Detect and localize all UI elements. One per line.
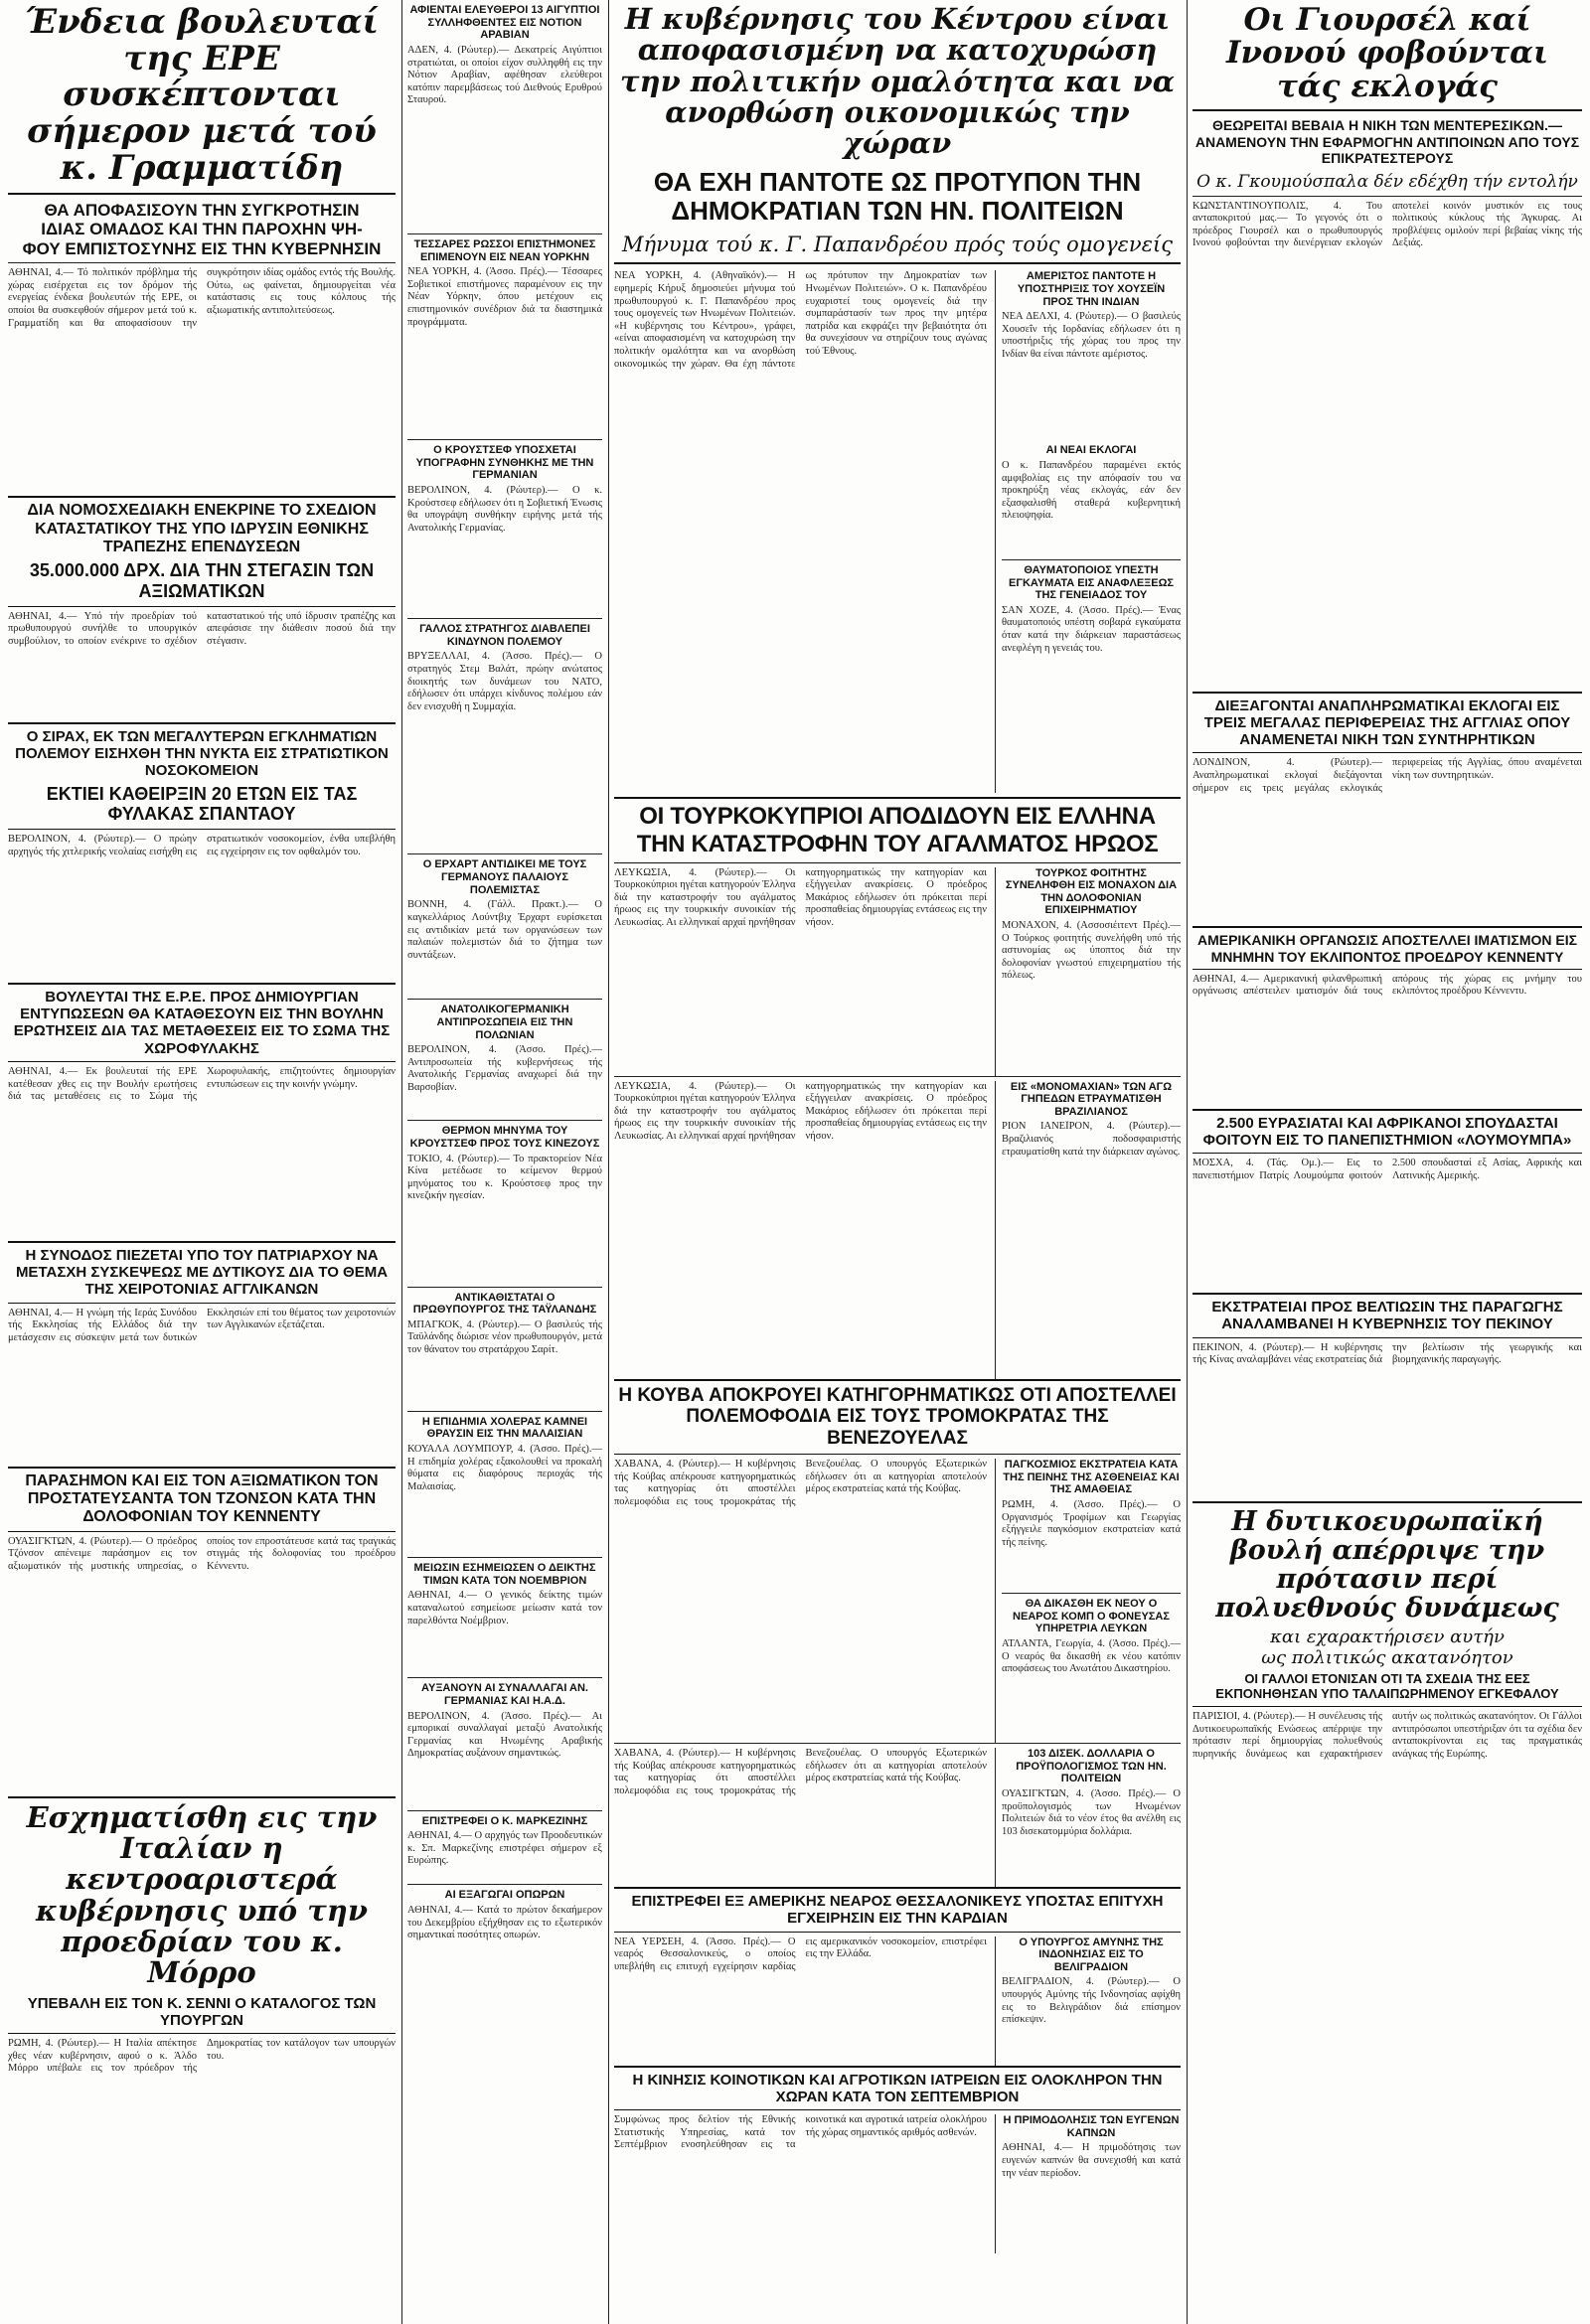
column-rule — [401, 0, 402, 2324]
subhead-weu-characterized: και εχαρακτήρισεν αυτήν — [1270, 1627, 1505, 1648]
article-weu-body: ΠΑΡΙΣΙΟΙ, 4. (Ρώυτερ).— Η συνέλευσις τής Δυτικοευρωπαϊκής Ενώσεως απέρριψε την πρότασιν περί δημιουργίας πολυεθνούς πυρηνικής δυνάμεως και εχαρακτήρισεν αυτήν ως πολιτικώς ακατανόητον. Οι Γάλλοι αντιπρόσωποι υπεστήριξαν ότι τα σχέδια δεν ανταποκρίνονται εις τας πραγματικάς ανάγκας τής Ευρώπης. — [1192, 1711, 1582, 1760]
article-cyprus-continued-body: ΛΕΥΚΩΣΙΑ, 4. (Ρώυτερ).— Οι Τουρκοκύπριοι ηγέται κατηγορούν Έλληνα διά την καταστροφήν του αγάλματος ήρωος εις την τουρκικήν συνοικίαν τής Λευκωσίας. Αι ελληνικαί αρχαί ηρνήθησαν κατηγορηματικώς την κατηγορίαν και εξήγγειλαν ανακρίσεις. Ο πρόεδρος Μακάριος εδήλωσεν ότι πρόκειται περί προσπαθείας δημιουργίας εντάσεως εις την νήσον. — [614, 1080, 987, 1142]
headline-hussein: ΑΜΕΡΙΣΤΟΣ ΠΑΝΤΟΤΕ Η ΥΠΟΣΤΗΡΙΞΙΣ ΤΟΥ ΧΟΥΣΕΪΝ ΠΡΟΣ ΤΗΝ ΙΝΔΙΑΝ — [1017, 270, 1166, 308]
article-price-index-body: ΑΘΗΝΑΙ, 4.— Ο γενικός δείκτης τιμών καταναλωτού εσημείωσε μείωσιν κατά τον παρελθόντα Νοέμβριον. — [407, 1590, 602, 1627]
headline-indonesia-defense: Ο ΥΠΟΥΡΓΟΣ ΑΜΥΝΗΣ ΤΗΣ ΙΝΔΟΝΗΣΙΑΣ ΕΙΣ ΤΟ ΒΕΛΙΓΡΑΔΙΟΝ — [1019, 1936, 1164, 1973]
article-khrushchev-treaty-body: ΒΕΡΟΛΙΝΟΝ, 4. (Ρώυτερ).— Ο κ. Κρούστσεφ εδήλωσεν ότι η Σοβιετική Ένωσις θα υπογράψη συνθήκην ειρήνης μετά τής Ανατολικής Γερμανίας. — [407, 485, 602, 534]
article-russians-body: ΝΕΑ ΥΟΡΚΗ, 4. (Άσσο. Πρές).— Τέσσαρες Σοβιετικοί επιστήμονες παραμένουν εις την Νέαν Υόρκην, όπου μετέχουν εις επιστημονικόν συνέδριον διά τα διαστημικά προγράμματα. — [407, 266, 602, 328]
article-east-german-delegation-body: ΒΕΡΟΛΙΝΟΝ, 4. (Άσσο. Πρές).— Αντιπροσωπεία τής κυβερνήσεως τής Ανατολικής Γερμανίας αναχωρεί διά την Βαρσοβίαν. — [407, 1044, 602, 1094]
headline-magician: ΘΑΥΜΑΤΟΠΟΙΟΣ ΥΠΕΣΤΗ ΕΓΚΑΥΜΑΤΑ ΕΙΣ ΑΝΑΦΛΕΞΕΩΣ ΤΗΣ ΓΕΝΕΙΑΔΟΣ ΤΟΥ — [1002, 559, 1181, 602]
article-hussein-body: ΝΕΑ ΔΕΛΧΙ, 4. (Ρώυτερ).— Ο βασιλεύς Χουσεΐν τής Ιορδανίας εδήλωσεν ότι η υποστήριξις τής χώρας του προς την Ινδίαν θα είναι πάντοτε αμέριστος. — [1002, 311, 1181, 361]
subhead-italy: ΥΠΕΒΑΛΗ ΕΙΣ ΤΟΝ Κ. ΣΕΝΝΙ Ο ΚΑΤΑΛΟΓΟΣ ΤΩΝ ΥΠΟΥΡΓΩΝ — [27, 1994, 377, 2029]
subhead-gumuspala: Ο κ. Γκουμούσπαλα δέν εδέχθη τήν εντολήν — [1192, 172, 1582, 197]
article-indonesia-defense-body: ΒΕΛΙΓΡΑΔΙΟΝ, 4. (Ρώυτερ).— Ο υπουργός Αμύνης τής Ινδονησίας αφίχθη εις το Βελιγράδιον διά επίσημον επίσκεψιν. — [1002, 1976, 1181, 2026]
article-clothing-kennedy-body: ΑΘΗΝΑΙ, 4.— Αμερικανική φιλανθρωπική οργάνωσις απέστειλεν ιματισμόν διά τους απόρους τής χώρας εις μνήμην του εκλιπόντος προέδρου Κέννεντυ. — [1192, 973, 1582, 998]
article-gendarmerie-body: ΑΘΗΝΑΙ, 4.— Εκ βουλευταί τής ΕΡΕ κατέθεσαν χθες εις την Βουλήν ερωτήσεις διά τας μεταθέσεις εις το Σώμα τής Χωροφυλακής, επιζητούντες δημιουργίαν εντυπώσεων εις την κοινήν γνώμην. — [8, 1065, 396, 1103]
article-ere-body: ΑΘΗΝΑΙ, 4.— Τό πολιτικόν πρόβλημα τής χώρας εισέρχεται εις τον δρόμον τής ενεργείας ένδεκα βουλευτών τής ΕΡΕ, οι οποίοι θα συσκεφθούν σήμερον μετά τού κ. Γραμματίδη και θα αποφασίσουν την συγκρότησιν ιδίας ομάδος εντός τής Βουλής. Ούτω, ως φαίνεται, δημιουργείται νέα κατάστασις εις τους κόλπους τής αξιωματικής αντιπολιτεύσεως. — [8, 267, 396, 329]
headline-fruit-exports: ΑΙ ΕΞΑΓΩΓΑΙ ΟΠΩΡΩΝ — [444, 1889, 565, 1902]
article-gursel-inonu-body: ΚΩΝΣΤΑΝΤΙΝΟΥΠΟΛΙΣ, 4. Του ανταποκριτού μας.— Το γεγονός ότι ο πρόεδρος Γιουρσέλ και ο πρωθυπουργός Ινονού φοβούνται την διενέργειαν εκλογών αποτελεί κοινόν μυστικόν εις τους πολιτικούς κύκλους τής Άγκυρας. Αι προβλέψεις ομιλούν περί βεβαίας νίκης τής Δεξιάς. — [1192, 200, 1582, 249]
article-schirach-body: ΒΕΡΟΛΙΝΟΝ, 4. (Ρώυτερ).— Ο πρώην αρχηγός τής χιτλερικής νεολαίας εισήχθη εις στρατιωτικόν νοσοκομείον, ένθα υπεβλήθη εις εγχείρησιν εις τον οφθαλμόν του. — [8, 833, 396, 857]
subhead-papandreou-message: Μήνυμα τού κ. Γ. Παπανδρέου πρός τούς ομογενείς — [614, 232, 1181, 264]
column-rule — [608, 0, 609, 2324]
headline-ere: Ένδεια βουλευταί της ΕΡΕ συσκέπτονται σήμερον μετά τού κ. Γραμματίδη — [24, 2, 380, 188]
article-synod-body: ΑΘΗΝΑΙ, 4.— Η γνώμη τής Ιεράς Συνόδου τής Εκκλησίας τής Ελλάδος διά την μετάσχεσιν εις σύσκεψιν μετά των δυτικών Εκκλησιών επί του θέματος των χειροτονιών των Αγγλικανών εξετάζεται. — [8, 1307, 396, 1343]
headline-tobacco: Η ΠΡΙΜΟΔΟΛΗΣΙΣ ΤΩΝ ΕΥΓΕΝΩΝ ΚΑΠΝΩΝ — [1003, 2114, 1180, 2139]
article-turkish-cypriots-body: ΛΕΥΚΩΣΙΑ, 4. (Ρώυτερ).— Οι Τουρκοκύπριοι ηγέται κατηγορούν Έλληνα διά την καταστροφήν του αγάλματος ήρωος εις την τουρκικήν συνοικίαν τής Λευκωσίας. Αι ελληνικαί αρχαί ηρνήθησαν κατηγορηματικώς την κατηγορίαν και εξήγγειλαν ανακρίσεις. Ο πρόεδρος Μακάριος εδήλωσεν ότι πρόκειται περί προσπαθείας δημιουργίας εντάσεως εις την νήσον. — [614, 866, 987, 928]
article-cuba-body: ΧΑΒΑΝΑ, 4. (Ρώυτερ).— Η κυβέρνησις τής Κούβας απέκρουσε κατηγορηματικώς τας κατηγορίας ότι αποστέλλει πολεμοφόδια εις τους τρομοκράτας τής Βενεζουέλας. Ο υπουργός Εξωτερικών εδήλωσεν ότι αι κατηγορίαι αποτελούν μέρος εκστρατείας κατά τής Κούβας. — [614, 1459, 987, 1507]
article-erhard-body: ΒΟΝΝΗ, 4. (Γάλλ. Πρακτ.).— Ο καγκελλάριος Λούντβιχ Έρχαρτ ευρίσκεται εις αντιδικίαν μετά των οργανώσεων των παλαιών πολεμιστών διά το ζήτημα των συντάξεων. — [407, 899, 602, 961]
headline-gendarmerie: ΒΟΥΛΕΥΤΑΙ ΤΗΣ Ε.Ρ.Ε. ΠΡΟΣ ΔΗΜΙΟΥΡΓΙΑΝ ΕΝΤΥΠΩΣΕΩΝ ΘΑ ΚΑΤΑΘΕΣΟΥΝ ΕΙΣ ΤΗΝ ΒΟΥΛΗΝ ΕΡΩΤΗΣΕΙΣ ΔΙΑ ΤΑΣ ΜΕΤΑΘΕΣΕΙΣ ΕΙΣ ΤΟ ΣΩΜΑ ΤΗΣ ΧΩΡΟΦΥΛΑΚΗΣ — [13, 988, 391, 1057]
article-thessaloniki-youth-body: ΝΕΑ ΥΕΡΣΕΗ, 4. (Άσσο. Πρές).— Ο νεαρός Θεσσαλονικεύς, ο οποίος υπεβλήθη εις επιτυχή εγχείρησιν καρδίας εις αμερικανικόν νοσοκομείον, επιστρέφει εις την Ελλάδα. — [614, 1936, 987, 1972]
article-magician-body: ΣΑΝ ΧΟΖΕ, 4. (Άσσο. Πρές).— Ένας θαυματοποιός υπέστη σοβαρά εγκαύματα όταν κατά την διάρκειαν παραστάσεως ανεφλέγη η γενειάς του. — [1002, 604, 1181, 654]
article-retrial-body: ΑΤΛΑΝΤΑ, Γεωργία, 4. (Άσσο. Πρές).— Ο νεαρός θα δικασθή εκ νέου κατόπιν αποφάσεως του Ανωτάτου Δικαστηρίου. — [1002, 1637, 1181, 1675]
headline-brazilian-player: ΕΙΣ «ΜΟΝΟΜΑΧΙΑΝ» ΤΩΝ ΑΓΩ ΓΗΠΕΔΩΝ ΕΤΡΑΥΜΑΤΙΣΘΗ ΒΡΑΖΙΛΙΑΝΟΣ — [1010, 1080, 1173, 1118]
headline-markezinis: ΕΠΙΣΤΡΕΦΕΙ Ο Κ. ΜΑΡΚΕΖΙΝΗΣ — [421, 1814, 588, 1827]
article-new-elections-body: Ο κ. Παπανδρέου παραμένει εκτός αμφιβολίας εις την απόφασίν του να προκηρύξη νέας εκλογάς, εάν δεν εξασφαλισθή σταθερά κυβερνητική πλειοψηφία. — [1002, 459, 1181, 522]
article-cuba-continued-body: ΧΑΒΑΝΑ, 4. (Ρώυτερ).— Η κυβέρνησις τής Κούβας απέκρουσε κατηγορηματικώς τας κατηγορίας ότι αποστέλλει πολεμοφόδια εις τους τρομοκράτας τής Βενεζουέλας. Ο υπουργός Εξωτερικών εδήλωσεν ότι αι κατηγορίαι αποτελούν μέρος εκστρατείας κατά τής Κούβας. — [614, 1748, 987, 1796]
headline-turkish-student: ΤΟΥΡΚΟΣ ΦΟΙΤΗΤΗΣ ΣΥΝΕΛΗΦΘΗ ΕΙΣ ΜΟΝΑΧΟΝ ΔΙΑ ΤΗΝ ΔΟΛΟΦΟΝΙΑΝ ΕΠΙΧΕΙΡΗΜΑΤΙΟΥ — [1005, 866, 1178, 917]
article-italy-body: ΡΩΜΗ, 4. (Ρώυτερ).— Η Ιταλία απέκτησε χθες νέαν κυβέρνησιν, αφού ο κ. Άλδο Μόρρο υπέβαλε εις τον πρόεδρον τής Δημοκρατίας τον κατάλογον των υπουργών του. — [8, 2038, 396, 2075]
subhead-gursel-inonu: ΘΕΩΡΕΙΤΑΙ ΒΕΒΑΙΑ Η ΝΙΚΗ ΤΩΝ ΜΕΝΤΕΡΕΣΙΚΩΝ.— ΑΝΑΜΕΝΟΥΝ ΤΗΝ ΕΦΑΡΜΟΓΗΝ ΑΝΤΙΠΟΙΝΩΝ ΑΠΟ ΤΟΥΣ ΕΠΙΚΡΑΤΕΣΤΕΡΟΥΣ — [1194, 117, 1580, 166]
headline-thailand: ΑΝΤΙΚΑΘΙΣΤΑΤΑΙ Ο ΠΡΩΘΥΠΟΥΡΓΟΣ ΤΗΣ ΤΑΫΛΑΝΔΗΣ — [412, 1291, 597, 1317]
headline-egyptians: ΑΦΙΕΝΤΑΙ ΕΛΕΥΘΕΡΟΙ 13 ΑΙΓΥΠΤΙΟΙ ΣΥΛΛΗΦΘΕΝΤΕΣ ΕΙΣ ΝΟΤΙΟΝ ΑΡΑΒΙΑΝ — [409, 4, 600, 42]
column-4 — [1192, 0, 1582, 2324]
headline-russians: ΤΕΣΣΑΡΕΣ ΡΩΣΣΟΙ ΕΠΙΣΤΗΜΟΝΕΣ ΕΠΙΜΕΝΟΥΝ ΕΙΣ ΝΕΑΝ ΥΟΡΚΗΝ — [413, 237, 596, 263]
column-1 — [8, 0, 396, 2324]
article-cholera-body: ΚΟΥΑΛΑ ΛΟΥΜΠΟΥΡ, 4. (Άσσο. Πρές).— Η επιδημία χολέρας εξακολουθεί να προκαλή θύματα εις διαφόρους περιοχάς τής Μαλαισίας. — [407, 1444, 602, 1492]
article-fruit-exports-body: ΑΘΗΝΑΙ, 4.— Κατά το πρώτον δεκαήμερον του Δεκεμβρίου εξήχθησαν εις το εξωτερικόν σημαντικαί ποσότητες οπωρών. — [407, 1904, 602, 1941]
article-lumumba-university-body: ΜΟΣΧΑ, 4. (Τάς. Ομ.).— Εις το πανεπιστήμιον Πατρίς Λουμούμπα φοιτούν 2.500 σπουδασταί εξ Ασίας, Αφρικής και Λατινικής Αμερικής. — [1192, 1158, 1582, 1181]
subhead-schirach: ΕΚΤΙΕΙ ΚΑΘΕΙΡΞΙΝ 20 ΕΤΩΝ ΕΙΣ ΤΑΣ ΦΥΛΑΚΑΣ ΣΠΑΝΤΑΟΥ — [46, 783, 358, 825]
headline-us-budget: 103 ΔΙΣΕΚ. ΔΟΛΛΑΡΙΑ Ο ΠΡΟΫΠΟΛΟΓΙΣΜΟΣ ΤΩΝ ΗΝ. ΠΟΛΙΤΕΙΩΝ — [1016, 1748, 1167, 1785]
headline-retrial: ΘΑ ΔΙΚΑΣΘΗ ΕΚ ΝΕΟΥ Ο ΝΕΑΡΟΣ ΚΟΜΠ Ο ΦΟΝΕΥΣΑΣ ΥΠΗΡΕΤΡΙΑ ΛΕΥΚΩΝ — [1002, 1593, 1181, 1635]
article-egyptians-body: ΑΔΕΝ, 4. (Ρώυτερ).— Δεκατρείς Αιγύπτιοι στρατιώται, οι οποίοι είχον συλληφθή εις την Νότιον Αραβίαν, αφέθησαν ελεύθεροι κατόπιν παρεμβάσεως τού Διεθνούς Ερυθρού Σταυρού. — [407, 44, 602, 106]
headline-weu-assembly: Η δυτικοευρωπαϊκή βουλή απέρριψε την πρότασιν περί πολυεθνούς δυνάμεως — [1215, 1505, 1559, 1625]
article-uk-byelections-body: ΛΟΝΔΙΝΟΝ, 4. (Ρώυτερ).— Αναπληρωματικαί εκλογαί διεξάγονται σήμερον εις τρεις μεγάλας εκλογικάς περιφερείας τής Αγγλίας, όπου αναμένεται νίκη των συντηρητικών. — [1192, 757, 1582, 794]
article-us-budget-body: ΟΥΑΣΙΓΚΤΩΝ, 4. (Άσσο. Πρές).— Ο προϋπολογισμός των Ηνωμένων Πολιτειών διά το νέον έτος θα ανέλθη εις 103 δισεκατομμύρια δολλάρια. — [1002, 1787, 1181, 1837]
headline-cholera: Η ΕΠΙΔΗΜΙΑ ΧΟΛΕΡΑΣ ΚΑΜΝΕΙ ΘΡΑΥΣΙΝ ΕΙΣ ΤΗΝ ΜΑΛΑΙΣΙΑΝ — [421, 1415, 588, 1441]
article-french-general-body: ΒΡΥΞΕΛΛΑΙ, 4. (Άσσο. Πρές).— Ο στρατηγός Στεμ Βαλάτ, πρώην ανώτατος διοικητής των δυνάμεων του ΝΑΤΟ, εδήλωσεν ότι υπάρχει κίνδυνος πολέμου εάν δεν ενισχυθή η Συμμαχία. — [407, 651, 602, 712]
article-thailand-body: ΜΠΑΓΚΟΚ, 4. (Ρώυτερ).— Ο βασιλεύς τής Ταϋλάνδης διώρισε νέον πρωθυπουργόν, μετά τον θάνατον του στρατάρχου Σαρίτ. — [407, 1318, 602, 1355]
headline-east-german-delegation: ΑΝΑΤΟΛΙΚΟΓΕΡΜΑΝΙΚΗ ΑΝΤΙΠΡΟΣΩΠΕΙΑ ΕΙΣ ΤΗΝ ΠΟΛΩΝΙΑΝ — [436, 1004, 573, 1041]
headline-price-index: ΜΕΙΩΣΙΝ ΕΣΗΜΕΙΩΣΕΝ Ο ΔΕΙΚΤΗΣ ΤΙΜΩΝ ΚΑΤΑ ΤΟΝ ΝΟΕΜΒΡΙΟΝ — [413, 1562, 596, 1587]
article-hunger-campaign-body: ΡΩΜΗ, 4. (Άσσο. Πρές).— Ο Οργανισμός Τροφίμων και Γεωργίας εξήγγειλε παγκόσμιον εκστρατείαν κατά τής πείνης. — [1002, 1498, 1181, 1548]
headline-clinics: Η ΚΙΝΗΣΙΣ ΚΟΙΝΟΤΙΚΩΝ ΚΑΙ ΑΓΡΟΤΙΚΩΝ ΙΑΤΡΕΙΩΝ ΕΙΣ ΟΛΟΚΛΗΡΟΝ ΤΗΝ ΧΩΡΑΝ ΚΑΤΑ ΤΟΝ ΣΕΠΤΕΜΒΡΙΟΝ — [632, 2071, 1163, 2105]
headline-cuba: Η ΚΟΥΒΑ ΑΠΟΚΡΟΥΕΙ ΚΑΤΗΓΟΡΗΜΑΤΙΚΩΣ ΟΤΙ ΑΠΟΣΤΕΛΛΕΙ ΠΟΛΕΜΟΦΟΔΙΑ ΕΙΣ ΤΟΥΣ ΤΡΟΜΟΚΡΑΤΑΣ ΤΗΣ ΒΕΝΕΖΟΥΕΛΑΣ — [618, 1384, 1177, 1450]
headline-turkish-cypriots: ΟΙ ΤΟΥΡΚΟΚΥΠΡΙΟΙ ΑΠΟΔΙΔΟΥΝ ΕΙΣ ΕΛΛΗΝΑ ΤΗΝ ΚΑΤΑΣΤΡΟΦΗΝ ΤΟΥ ΑΓΑΛΜΑΤΟΣ ΗΡΩΟΣ — [636, 803, 1159, 857]
headline-peking-production: ΕΚΣΤΡΑΤΕΙΑΙ ΠΡΟΣ ΒΕΛΤΙΩΣΙΝ ΤΗΣ ΠΑΡΑΓΩΓΗΣ ΑΝΑΛΑΜΒΑΝΕΙ Η ΚΥΒΕΡΝΗΣΙΣ ΤΟΥ ΠΕΚΙΝΟΥ — [1211, 1299, 1563, 1333]
headline-schirach: Ο ΣΙΡΑΧ, ΕΚ ΤΩΝ ΜΕΓΑΛΥΤΕΡΩΝ ΕΓΚΛΗΜΑΤΙΩΝ ΠΟΛΕΜΟΥ ΕΙΣΗΧΘΗ ΤΗΝ ΝΥΚΤΑ ΕΙΣ ΣΤΡΑΤΙΩΤΙΚΟΝ ΝΟΣΟΚΟΜΕΙΟΝ — [15, 727, 389, 780]
article-bank-body: ΑΘΗΝΑΙ, 4.— Υπό τήν προεδρίαν τού πρωθυπουργού συνήλθε το υπουργικόν συμβούλιον, το οποίον ενέκρινε το σχέδιον καταστατικού τής υπό ίδρυσιν τραπέζης και απεφάσισε την διάθεσιν ποσού διά την στέγασιν. — [8, 610, 396, 647]
headline-clothing-kennedy: ΑΜΕΡΙΚΑΝΙΚΗ ΟΡΓΑΝΩΣΙΣ ΑΠΟΣΤΕΛΛΕΙ ΙΜΑΤΙΣΜΟΝ ΕΙΣ ΜΝΗΜΗΝ ΤΟΥ ΕΚΛΙΠΟΝΤΟΣ ΠΡΟΕΔΡΟΥ ΚΕΝΝΕΝΤΥ — [1196, 932, 1577, 965]
headline-erhard: Ο ΕΡΧΑΡΤ ΑΝΤΙΔΙΚΕΙ ΜΕ ΤΟΥΣ ΓΕΡΜΑΝΟΥΣ ΠΑΛΑΙΟΥΣ ΠΟΛΕΜΙΣΤΑΣ — [422, 858, 587, 896]
column-center — [614, 0, 1181, 2324]
headline-synod: Η ΣΥΝΟΔΟΣ ΠΙΕΖΕΤΑΙ ΥΠΟ ΤΟΥ ΠΑΤΡΙΑΡΧΟΥ ΝΑ ΜΕΤΑΣΧΗ ΣΥΣΚΕΨΕΩΣ ΜΕ ΔΥΤΙΚΟΥΣ ΔΙΑ ΤΟ ΘΕΜΑ ΤΗΣ ΧΕΙΡΟΤΟΝΙΑΣ ΑΓΓΛΙΚΑΝΩΝ — [15, 1246, 389, 1299]
article-brazilian-player-body: ΡΙΟΝ ΙΑΝΕΪΡΟΝ, 4. (Ρώυτερ).— Βραζιλιανός ποδοσφαιριστής ετραυματίσθη κατά την διάρκειαν αγώνος. — [1002, 1121, 1181, 1158]
column-rule — [1187, 0, 1188, 2324]
article-khrushchev-message-body: ΤΟΚΙΟ, 4. (Ρώυτερ).— Το πρακτορείον Νέα Κίνα μετέδωσε το κείμενον θερμού μηνύματος του κ. Κρούστσεφ προς την κινεζικήν ηγεσίαν. — [407, 1153, 602, 1202]
subhead-ere-3: ΦΟΥ ΕΜΠΙΣΤΟΣΥΝΗΣ ΕΙΣ ΤΗΝ ΚΥΒΕΡΝΗΣΙΝ — [8, 239, 396, 264]
article-clinics-body: Συμφώνως προς δελτίον τής Εθνικής Στατιστικής Υπηρεσίας, κατά τον Σεπτέμβριον ενοσηλεύθησαν εις τα κοινοτικά και αγροτικά ιατρεία ολοκλήρου τής χώρας σημαντικός αριθμός ασθενών. — [614, 2114, 987, 2151]
subhead-bank: 35.000.000 ΔΡΧ. ΔΙΑ ΤΗΝ ΣΤΕΓΑΣΙΝ ΤΩΝ ΑΞΙΩΜΑΤΙΚΩΝ — [29, 560, 375, 602]
headline-thessaloniki-youth: ΕΠΙΣΤΡΕΦΕΙ ΕΞ ΑΜΕΡΙΚΗΣ ΝΕΑΡΟΣ ΘΕΣΣΑΛΟΝΙΚΕΥΣ ΥΠΟΣΤΑΣ ΕΠΙΤΥΧΗ ΕΓΧΕΙΡΗΣΙΝ ΕΙΣ ΤΗΝ ΚΑΡΔΙΑΝ — [631, 1893, 1164, 1928]
subhead-ere-1: ΘΑ ΑΠΟΦΑΣΙΣΟΥΝ ΤΗΝ ΣΥΓΚΡΟΤΗΣΙΝ — [44, 200, 360, 220]
headline-french-general: ΓΑΛΛΟΣ ΣΤΡΑΤΗΓΟΣ ΔΙΑΒΛΕΠΕΙ ΚΙΝΔΥΝΟΝ ΠΟΛΕΜΟΥ — [419, 623, 590, 648]
article-medal-body: ΟΥΑΣΙΓΚΤΩΝ, 4. (Ρώυτερ).— Ο πρόεδρος Τζόνσον απένειμε παράσημον εις τον αξιωματικόν τής μυστικής υπηρεσίας, ο οποίος τον επροστάτευσε κατά τας τραγικάς στιγμάς τής δολοφονίας του προέδρου Κέννεντυ. — [8, 1535, 396, 1573]
headline-trade: ΑΥΞΑΝΟΥΝ ΑΙ ΣΥΝΑΛΛΑΓΑΙ ΑΝ. ΓΕΡΜΑΝΙΑΣ ΚΑΙ Η.Α.Δ. — [421, 1682, 588, 1708]
subhead-weu-incomprehensible: ως πολιτικώς ακατανόητον — [1261, 1647, 1513, 1669]
article-peking-production-body: ΠΕΚΙΝΟΝ, 4. (Ρώυτερ).— Η κυβέρνησις τής Κίνας αναλαμβάνει νέας εκστρατείας διά την βελτίωσιν τής γεωργικής και βιομηχανικής παραγωγής. — [1192, 1341, 1582, 1366]
column-2 — [407, 0, 602, 2324]
headline-medal: ΠΑΡΑΣΗΜΟΝ ΚΑΙ ΕΙΣ ΤΟΝ ΑΞΙΩΜΑΤΙΚΟΝ ΤΟΝ ΠΡΟΣΤΑΤΕΥΣΑΝΤΑ ΤΟΝ ΤΖΟΝΣΟΝ ΚΑΤΑ ΤΗΝ ΔΟΛΟΦΟΝΙΑΝ ΤΟΥ ΚΕΝΝΕΝΤΥ — [25, 1472, 379, 1526]
article-turkish-student-body: ΜΟΝΑΧΟΝ, 4. (Ασσοσιέιτεντ Πρές).— Ο Τούρκος φοιτητής συνελήφθη υπό τής αστυνομίας ως ύποπτος διά την δολοφονίαν γνωστού επιχειρηματίου τής πόλεως. — [1002, 920, 1181, 982]
headline-bank: ΔΙΑ ΝΟΜΟΣΧΕΔΙΑΚΗ ΕΝΕΚΡΙΝΕ ΤΟ ΣΧΕΔΙΟΝ ΚΑΤΑΣΤΑΤΙΚΟΥ ΤΗΣ ΥΠΟ ΙΔΡΥΣΙΝ ΕΘΝΙΚΗΣ ΤΡΑΠΕΖΗΣ ΕΠΕΝΔΥΣΕΩΝ — [27, 502, 377, 556]
headline-khrushchev-treaty: Ο ΚΡΟΥΣΤΣΕΦ ΥΠΟΣΧΕΤΑΙ ΥΠΟΓΡΑΦΗΝ ΣΥΝΘΗΚΗΣ ΜΕ ΤΗΝ ΓΕΡΜΑΝΙΑΝ — [415, 444, 594, 482]
headline-gursel-inonu: Οι Γιουρσέλ καί Ινονού φοβούνται τάς εκλογάς — [1226, 2, 1548, 104]
headline-lumumba-university: 2.500 ΕΥΡΑΣΙΑΤΑΙ ΚΑΙ ΑΦΡΙΚΑΝΟΙ ΣΠΟΥΔΑΣΤΑΙ ΦΟΙΤΟΥΝ ΕΙΣ ΤΟ ΠΑΝΕΠΙΣΤΗΜΙΟΝ «ΛΟΥΜΟΥΜΠΑ» — [1202, 1114, 1572, 1149]
article-markezinis-body: ΑΘΗΝΑΙ, 4.— Ο αρχηγός των Προοδευτικών κ. Σπ. Μαρκεζίνης επιστρέφει σήμερον εξ Ευρώπης. — [407, 1830, 602, 1867]
headline-center-government: Η κυβέρνησις του Κέντρου είναι αποφασισμένη να κατοχυρώση την πολιτικήν ομαλότητα και να ανορθώση οικονομικώς την χώραν — [619, 2, 1176, 161]
article-trade-body: ΒΕΡΟΛΙΝΟΝ, 4. (Άσσο. Πρές).— Αι εμπορικαί συναλλαγαί μεταξύ Ανατολικής Γερμανίας και Ηνωμένης Αραβικής Δημοκρατίας αυξάνουν σημαντικώς. — [407, 1710, 602, 1760]
headline-hunger-campaign: ΠΑΓΚΟΣΜΙΟΣ ΕΚΣΤΡΑΤΕΙΑ ΚΑΤΑ ΤΗΣ ΠΕΙΝΗΣ ΤΗΣ ΑΣΘΕΝΕΙΑΣ ΚΑΙ ΤΗΣ ΑΜΑΘΕΙΑΣ — [1003, 1459, 1180, 1496]
article-tobacco-body: ΑΘΗΝΑΙ, 4.— Η πριμοδότησις των ευγενών καπνών θα συνεχισθή και κατά την νέαν περίοδον. — [1002, 2142, 1181, 2179]
subhead-ere-2: ΙΔΙΑΣ ΟΜΑΔΟΣ ΚΑΙ ΤΗΝ ΠΑΡΟΧΗΝ ΨΗ- — [41, 220, 363, 239]
subhead-french-irony: ΟΙ ΓΑΛΛΟΙ ΕΤΟΝΙΣΑΝ ΟΤΙ ΤΑ ΣΧΕΔΙΑ ΤΗΣ ΕΕΣ ΕΚΠΟΝΗΘΗΣΑΝ ΥΠΟ ΤΑΛΑΙΠΩΡΗΜΕΝΟΥ ΕΓΚΕΦΑΛΟΥ — [1215, 1671, 1559, 1702]
headline-new-elections: ΑΙ ΝΕΑΙ ΕΚΛΟΓΑΙ — [1045, 444, 1137, 457]
headline-italy: Εσχηματίσθη εις την Ιταλίαν η κεντροαριστερά κυβέρνησις υπό την προεδρίαν του κ. Μόρρο — [26, 1799, 378, 1990]
article-center-government-body: ΝΕΑ ΥΟΡΚΗ, 4. (Αθηναϊκόν).— Η εφημερίς Κήρυξ δημοσιεύει μήνυμα τού πρωθυπουργού κ. Γ. Παπανδρέου προς τους ομογενείς των Ηνωμένων Πολιτειών. «Η κυβέρνησις του Κέντρου», γράφει, «είναι αποφασισμένη να κατοχυρώση την πολιτικήν ομαλότητα και να ανορθώση οικονομικώς την χώραν. Θα έχη πάντοτε ως πρότυπον την Δημοκρατίαν των Ηνωμένων Πολιτειών». Ο κ. Παπανδρέου ευχαριστεί τους ομογενείς διά την συμπαράστασίν των προς την μητέρα πατρίδα και εκφράζει την βεβαιότητα ότι θα συνεχίσουν να στηρίζουν τους αγώνας τού Έθνους. — [614, 270, 987, 370]
headline-uk-byelections: ΔΙΕΞΑΓΟΝΤΑΙ ΑΝΑΠΛΗΡΩΜΑΤΙΚΑΙ ΕΚΛΟΓΑΙ ΕΙΣ ΤΡΕΙΣ ΜΕΓΑΛΑΣ ΠΕΡΙΦΕΡΕΙΑΣ ΤΗΣ ΑΓΓΛΙΑΣ ΟΠΟΥ ΑΝΑΜΕΝΕΤΑΙ ΝΙΚΗ ΤΩΝ ΣΥΝΤΗΡΗΤΙΚΩΝ — [1203, 697, 1571, 749]
subhead-democracy-model: ΘΑ ΕΧΗ ΠΑΝΤΟΤΕ ΩΣ ΠΡΟΤΥΠΟΝ ΤΗΝ ΔΗΜΟΚΡΑΤΙΑΝ ΤΩΝ ΗΝ. ΠΟΛΙΤΕΙΩΝ — [653, 166, 1142, 227]
headline-khrushchev-message: ΘΕΡΜΟΝ ΜΗΝΥΜΑ ΤΟΥ ΚΡΟΥΣΤΣΕΦ ΠΡΟΣ ΤΟΥΣ ΚΙΝΕΖΟΥΣ — [409, 1125, 600, 1150]
